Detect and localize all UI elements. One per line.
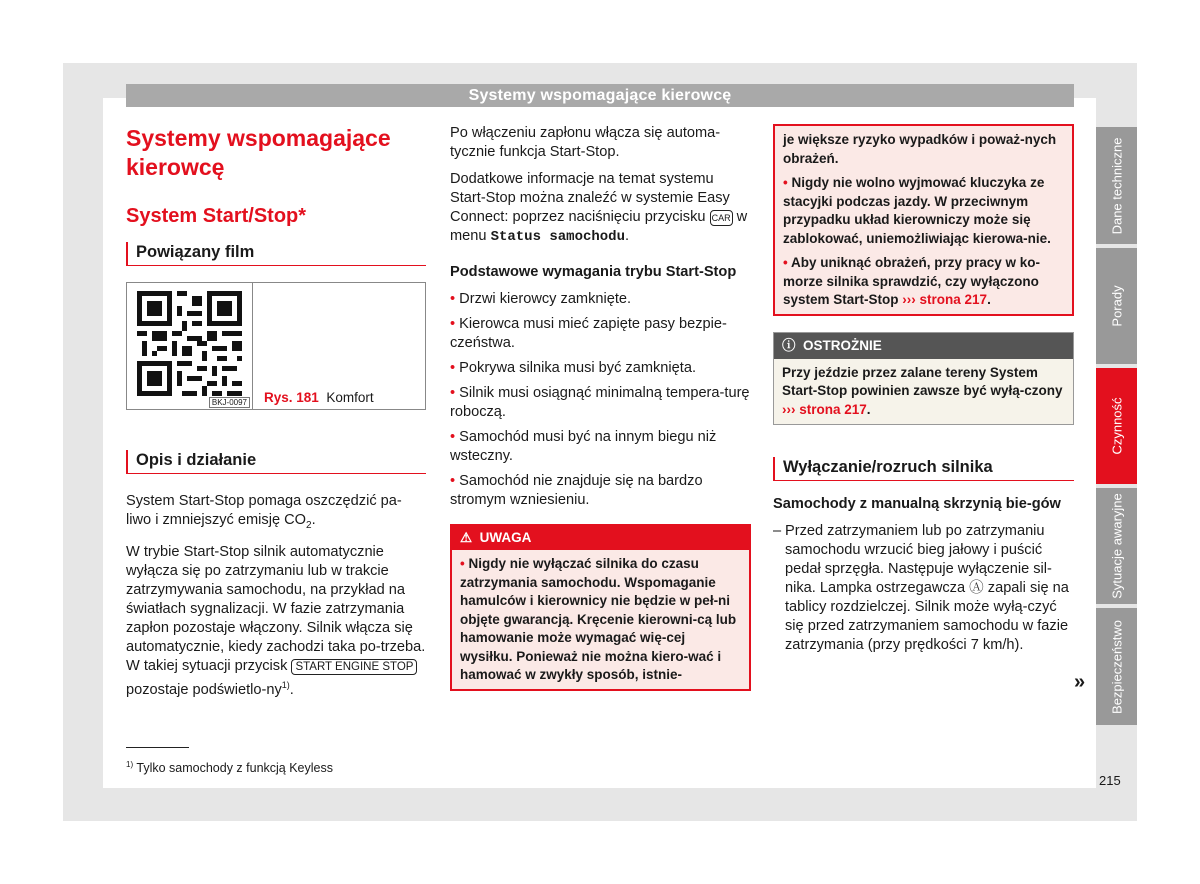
warning-box [450,524,751,691]
page-link[interactable]: ››› strona 217 [902,292,988,307]
footnote-divider [126,747,189,748]
menu-status-label: Status samochodu [490,229,625,245]
paragraph-startstop-mode: W trybie Start-Stop silnik automatycznie wyłącza się po zatrzymaniu lub w trakcie zatrzymywania samochodu, na przykład na światłach sygnalizacji. W fazie zatrzymania zapłon pozostaje włączony. Silnik włącza się automatycznie, kiedy zachodzi taka po-trzeba. W takiej sytuacji przycisk START ENGINE STOP pozostaje podświetlo-$ny^{1)}$. [126,543,426,698]
list-item: • Drzwi kierowcy zamknięte. [450,291,632,307]
footnote: $^{1)}$ Tylko samochody z funkcją Keyless [126,760,333,776]
paragraph-intro: System Start-Stop pomaga oszczędzić pa-liwo i zmniejszyć emisję $CO_2$. [126,493,402,531]
requirements-list [450,290,751,510]
tab-safety[interactable]: Bezpieczeństwo [1096,608,1137,725]
list-item: – Przed zatrzymaniem lub po zatrzymaniu samochodu wrzucić bieg jałowy i puścić pedał sprzęgła. Następuje wyłączenie sil-nika. Lampka ostrzegawcza Ⓐ zapali się na tablicy rozdzielczej. Silnik może wyłą-czyć się przed zatrzymaniem samochodu w fazie zatrzymania (przy prędkości 7 km/h). [773,523,1069,653]
warning-bullet-key: • Nigdy nie wolno wyjmować kluczyka ze stacyjki podczas jazdy. W przeciwnym przypadku układ kierowniczy może się zablokować, uniemożliwiając kierowa-nie. [783,175,1051,246]
heading-related-video: Powiązany film [126,242,426,266]
section-title: System Start/Stop* [126,205,307,227]
figure-caption-text: Komfort [326,390,374,405]
running-header: Systemy wspomagające kierowcę [126,84,1074,107]
paragraph-easy-connect: Dodatkowe informacje na temat systemu Start-Stop można znaleźć w systemie Easy Connect: poprzez naciśnięciu przycisku CAR w menu Status samochodu. [450,171,748,245]
warning-bullet-engine: • Aby uniknąć obrażeń, przy pracy w ko-morze silnika sprawdzić, czy wyłączono system Start-Stop ››› strona 217. [783,255,1041,307]
list-item: • Samochód musi być na innym biegu niż wsteczny. [450,429,717,464]
manual-gearbox-title: Samochody z manualną skrzynią bie-gów [773,496,1061,512]
list-item: • Samochód nie znajduje się na bardzo stromym wzniesieniu. [450,473,703,508]
paragraph-auto-start: Po włączeniu zapłonu włącza się automa-tycznie funkcja Start-Stop. [450,125,721,160]
page-number: 215 [1099,773,1121,788]
figure-caption [264,388,374,407]
figure-181 [126,282,426,410]
qr-code-icon [137,291,242,396]
caution-text: Przy jeździe przez zalane tereny System Start-Stop powinien zawsze być wyłą-czony ››› strona 217. [782,364,1063,417]
page-link[interactable]: ››› strona 217 [782,401,867,417]
list-item: • Silnik musi osiągnąć minimalną tempera-turę roboczą. [450,385,750,420]
warning-header: ⚠ UWAGA [452,526,749,550]
column-middle [450,124,751,691]
tab-emergencies[interactable]: Sytuacje awaryjne [1096,488,1137,604]
warning-text: • Nigdy nie wyłączać silnika do czasu zatrzymania samochodu. Wspomaganie hamulców i kierownicy nie będzie w peł-ni objęte gwarancją. Kręcenie kierowni-cą lub hamowanie może wymagać wię-cej wysiłku. Ponieważ nie można kiero-wać i hamować w zwykły sposób, istnie- [460,556,737,682]
tab-operation[interactable]: Czynność [1096,368,1137,484]
caution-box [773,332,1074,426]
warning-box-continued [773,124,1074,316]
heading-engine-stop-start: Wyłączanie/rozruch silnika [773,457,1074,481]
continue-arrow-icon: » [1074,671,1086,693]
page-title: Systemy wspomagające kierowcę [126,125,391,180]
warning-continued-text: je większe ryzyko wypadków i poważ-nych obrażeń. [783,132,1057,166]
figure-label: Rys. 181 [264,390,319,405]
figure-code: BKJ-0097 [209,397,250,408]
caution-header: ⓘ OSTROŻNIE [774,333,1073,359]
warning-icon: ⚠ [460,530,473,545]
tab-tips[interactable]: Porady [1096,248,1137,364]
info-circle-icon: ⓘ [782,337,796,353]
car-key-icon: CAR [710,210,733,226]
column-right [773,124,1074,655]
list-item: • Kierowca musi mieć zapięte pasy bezpie-czeństwa. [450,316,727,351]
heading-description: Opis i działanie [126,450,426,474]
qr-code[interactable] [127,283,253,409]
column-left [126,124,426,708]
tab-technical-data[interactable]: Dane techniczne [1096,127,1137,244]
requirements-title: Podstawowe wymagania trybu Start-Stop [450,264,737,280]
list-item: • Pokrywa silnika musi być zamknięta. [450,360,696,376]
start-engine-stop-key: START ENGINE STOP [291,659,417,675]
